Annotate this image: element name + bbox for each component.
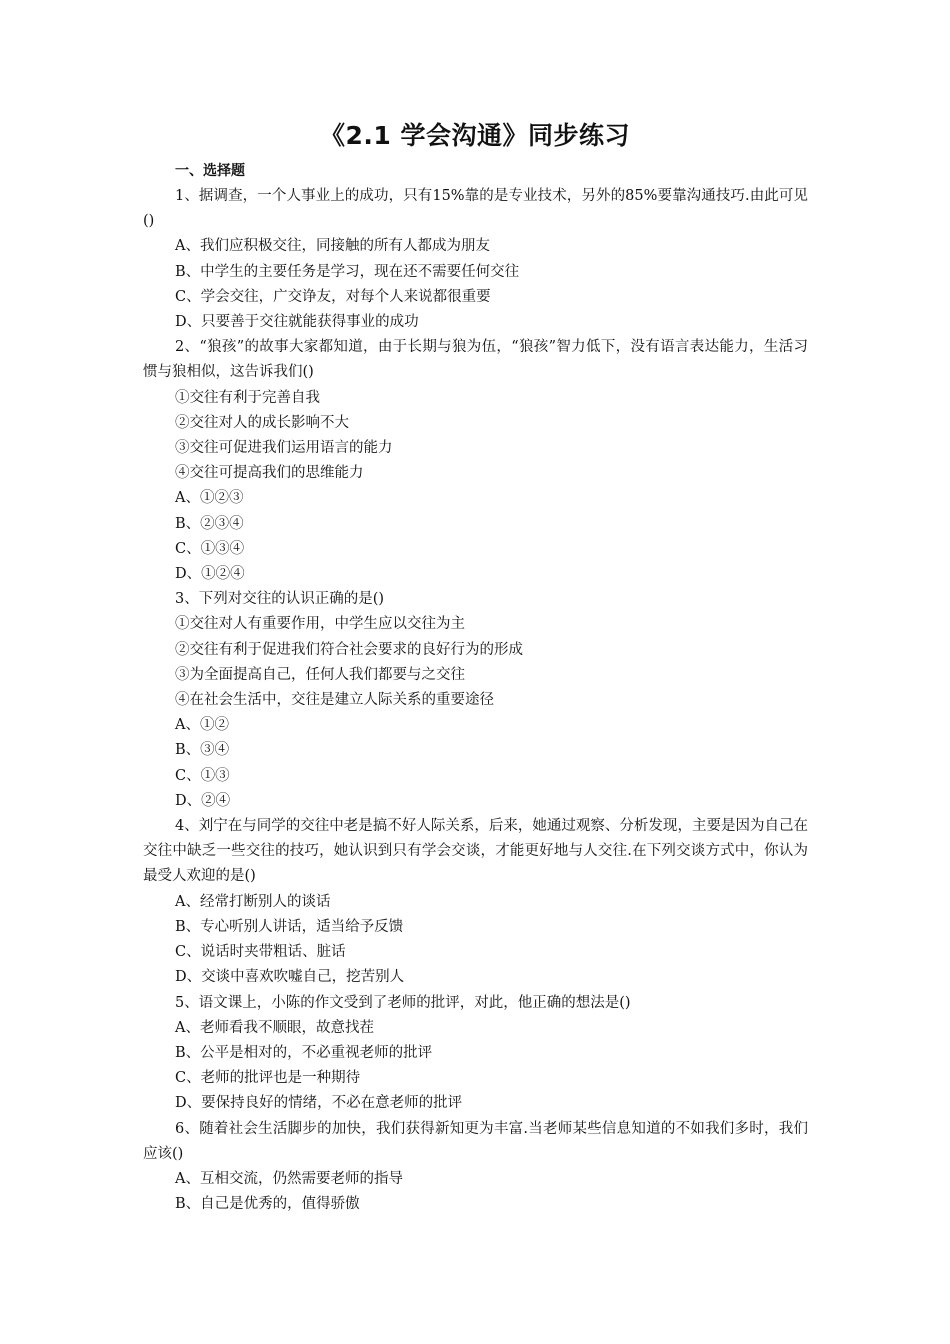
question-1-stem: 1、据调查，一个人事业上的成功，只有15%靠的是专业技术，另外的85%要靠沟通技巧.由此可见() <box>143 188 808 230</box>
question-5-option-b: B、公平是相对的，不必重视老师的批评 <box>175 1044 433 1061</box>
question-3-statement-4: ④在社会生活中，交往是建立人际关系的重要途径 <box>175 692 494 709</box>
question-5-option-d: D、要保持良好的情绪，不必在意老师的批评 <box>175 1095 463 1112</box>
question-2-stem: 2、“狼孩”的故事大家都知道，由于长期与狼为伍，“狼孩”智力低下，没有语言表达能力，生活习惯与狼相似，这告诉我们() <box>143 339 808 381</box>
question-2-statement-4: ④交往可提高我们的思维能力 <box>175 465 364 482</box>
question-1-option-d: D、只要善于交往就能获得事业的成功 <box>175 314 419 331</box>
question-1-option-b: B、中学生的主要任务是学习，现在还不需要任何交往 <box>175 263 520 280</box>
question-2-option-d: D、①②④ <box>175 566 245 583</box>
question-4-option-c: C、说话时夹带粗话、脏话 <box>175 944 346 961</box>
question-1-option-c: C、学会交往，广交诤友，对每个人来说都很重要 <box>175 288 491 305</box>
question-5-option-c: C、老师的批评也是一种期待 <box>175 1070 361 1087</box>
question-3-option-d: D、②④ <box>175 792 231 809</box>
question-4-stem: 4、刘宁在与同学的交往中老是搞不好人际关系，后来，她通过观察、分析发现，主要是因为自己在交往中缺乏一些交往的技巧，她认识到只有学会交谈，才能更好地与人交往.在下列交谈方式中，你认为最受人欢迎的是() <box>143 818 808 885</box>
question-4-option-d: D、交谈中喜欢吹嘘自己，挖苦别人 <box>175 969 405 986</box>
question-4-option-b: B、专心听别人讲话，适当给予反馈 <box>175 918 404 935</box>
question-4-option-a: A、经常打断别人的谈话 <box>175 893 331 910</box>
question-6-option-a: A、互相交流，仍然需要老师的指导 <box>175 1170 403 1187</box>
question-2-statement-1: ①交往有利于完善自我 <box>175 389 320 406</box>
question-3-statement-1: ①交往对人有重要作用，中学生应以交往为主 <box>175 616 465 633</box>
question-5-option-a: A、老师看我不顺眼，故意找茬 <box>175 1019 374 1036</box>
question-6-option-b: B、自己是优秀的，值得骄傲 <box>175 1196 360 1213</box>
question-3-statement-2: ②交往有利于促进我们符合社会要求的良好行为的形成 <box>175 641 523 658</box>
question-3-option-b: B、③④ <box>175 742 230 759</box>
question-3-option-c: C、①③ <box>175 767 230 784</box>
question-2-statement-2: ②交往对人的成长影响不大 <box>175 414 349 431</box>
question-2-statement-3: ③交往可促进我们运用语言的能力 <box>175 440 393 457</box>
question-list <box>143 184 808 1217</box>
question-3-stem: 3、下列对交往的认识正确的是() <box>175 591 385 608</box>
section-heading: 一、选择题 <box>175 163 245 179</box>
document-title: 《2.1 学会沟通》同步练习 <box>320 121 630 150</box>
question-2-option-a: A、①②③ <box>175 490 244 507</box>
question-5-stem: 5、语文课上，小陈的作文受到了老师的批评，对此，他正确的想法是() <box>175 994 631 1011</box>
question-6-stem: 6、随着社会生活脚步的加快，我们获得新知更为丰富.当老师某些信息知道的不如我们多时，我们应该() <box>143 1120 808 1162</box>
question-1-option-a: A、我们应积极交往，同接触的所有人都成为朋友 <box>175 238 490 255</box>
question-2-option-c: C、①③④ <box>175 540 245 557</box>
question-3-statement-3: ③为全面提高自己，任何人我们都要与之交往 <box>175 666 465 683</box>
question-3-option-a: A、①② <box>175 717 229 734</box>
question-2-option-b: B、②③④ <box>175 515 244 532</box>
